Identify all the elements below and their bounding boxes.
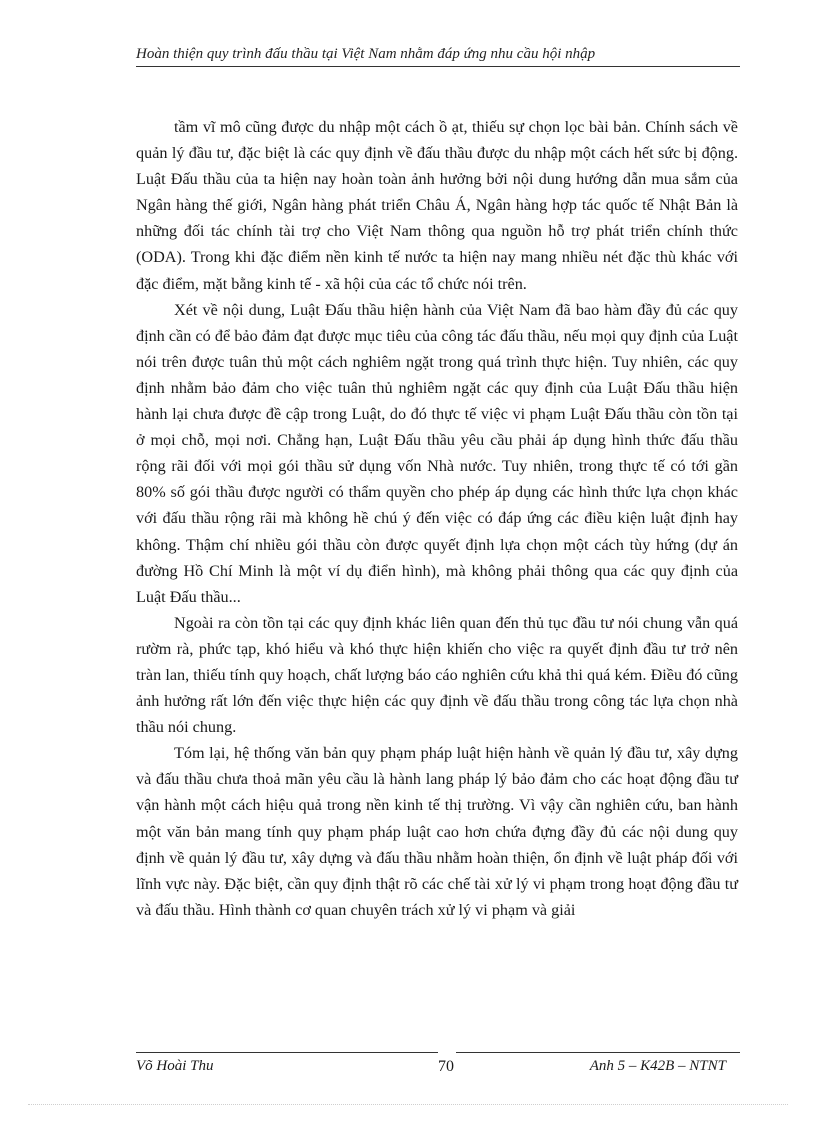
footer-class-code: Anh 5 – K42B – NTNT [589, 1058, 726, 1074]
bottom-dotted-rule [28, 1104, 788, 1105]
paragraph-3: Ngoài ra còn tồn tại các quy định khác liên quan đến thủ tục đầu tư nói chung vẫn quá rườm rà, phức tạp, khó hiểu và khó thực hiện khiến cho việc ra quyết định đầu tư trở nên tràn lan, thiếu tính quy hoạch, chất lượng báo cáo nghiên cứu khả thi quá kém. Điều đó cũng ảnh hưởng rất lớn đến việc thực hiện các quy định về đấu thầu trong công tác lựa chọn nhà thầu nói chung. [136, 613, 738, 737]
running-header: Hoàn thiện quy trình đấu thầu tại Việt Nam nhằm đáp ứng nhu cầu hội nhập [136, 46, 740, 67]
footer-author: Võ Hoài Thu [136, 1058, 214, 1074]
paragraph-2: Xét về nội dung, Luật Đấu thầu hiện hành của Việt Nam đã bao hàm đầy đủ các quy định cần có để bảo đảm đạt được mục tiêu của công tác đấu thầu, nếu mọi quy định của Luật nói trên được tuân thủ một cách nghiêm ngặt trong quá trình thực hiện. Tuy nhiên, các quy định nhằm bảo đảm cho việc tuân thủ nghiêm ngặt các quy định của Luật Đấu thầu hiện hành lại chưa được đề cập trong Luật, do đó thực tế việc vi phạm Luật Đấu thầu còn tồn tại ở mọi chỗ, mọi nơi. Chẳng hạn, Luật Đấu thầu yêu cầu phải áp dụng hình thức đấu thầu rộng rãi đối với mọi gói thầu sử dụng vốn Nhà nước. Tuy nhiên, trong thực tế có tới gần 80% số gói thầu được người có thẩm quyền cho phép áp dụng các hình thức lựa chọn khác với đấu thầu rộng rãi mà không hề chú ý đến việc có đáp ứng các điều kiện luật định hay không. Thậm chí nhiều gói thầu còn được quyết định lựa chọn một cách tùy hứng (dự án đường Hồ Chí Minh là một ví dụ điển hình), mà không phải thông qua các quy định của Luật Đấu thầu... [136, 300, 738, 606]
page-number: 70 [438, 1058, 454, 1075]
page-footer [136, 1058, 740, 1080]
footer-rule-right [456, 1052, 740, 1053]
footer-rule-left [136, 1052, 438, 1053]
document-body [136, 114, 738, 923]
paragraph-1: tầm vĩ mô cũng được du nhập một cách ồ ạt, thiếu sự chọn lọc bài bản. Chính sách về quản lý đầu tư, đặc biệt là các quy định về đấu thầu được du nhập một cách hết sức bị động. Luật Đấu thầu của ta hiện nay hoàn toàn ảnh hưởng bởi nội dung hướng dẫn mua sắm của Ngân hàng thế giới, Ngân hàng phát triển Châu Á, Ngân hàng hợp tác quốc tế Nhật Bản là những đối tác chính tài trợ cho Việt Nam thông qua nguồn hỗ trợ phát triển chính thức (ODA). Trong khi đặc điểm nền kinh tế nước ta hiện nay mang nhiều nét đặc thù khác với đặc điểm, mặt bằng kinh tế - xã hội của các tổ chức nói trên. [136, 118, 738, 293]
paragraph-4: Tóm lại, hệ thống văn bản quy phạm pháp luật hiện hành về quản lý đầu tư, xây dựng và đấu thầu chưa thoả mãn yêu cầu là hành lang pháp lý bảo đảm cho các hoạt động đầu tư vận hành một cách hiệu quả trong nền kinh tế thị trường. Vì vậy cần nghiên cứu, ban hành một văn bản mang tính quy phạm pháp luật cao hơn chứa đựng đầy đủ các nội dung quy định về quản lý đầu tư, xây dựng và đấu thầu nhằm hoàn thiện, ổn định về luật pháp đối với lĩnh vực này. Đặc biệt, cần quy định thật rõ các chế tài xử lý vi phạm trong hoạt động đầu tư và đấu thầu. Hình thành cơ quan chuyên trách xử lý vi phạm và giải [136, 744, 738, 919]
